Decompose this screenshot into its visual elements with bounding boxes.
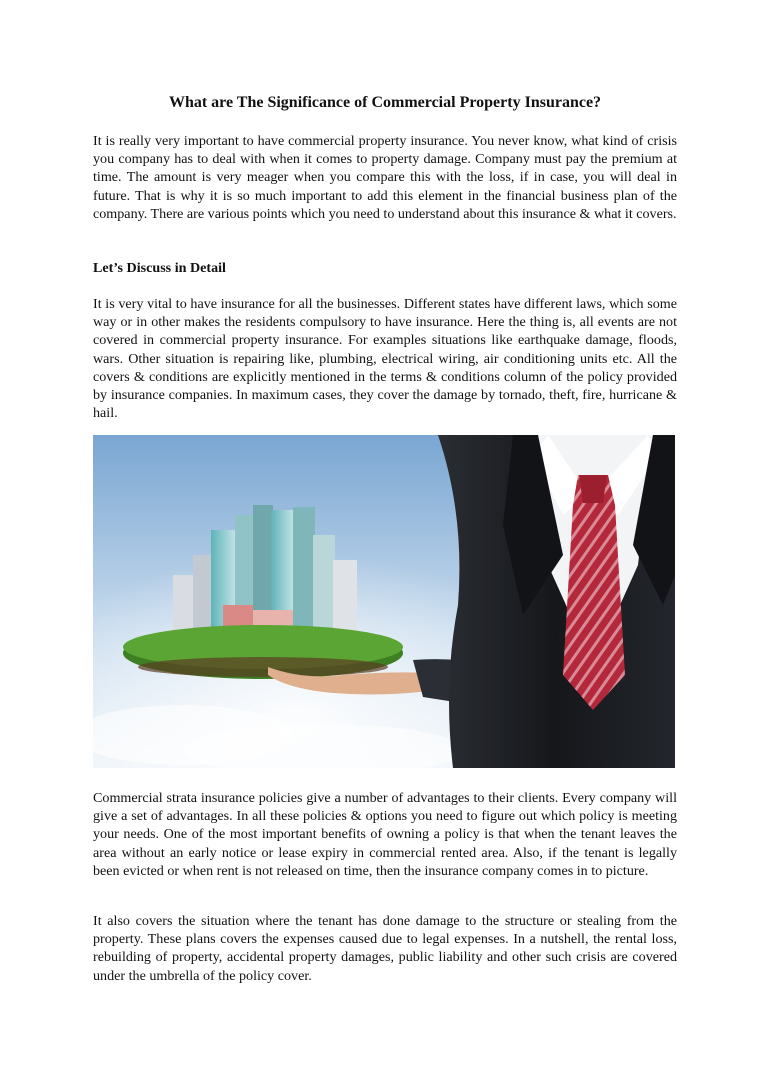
coverage-paragraph: It is very vital to have insurance for all the businesses. Different states have different laws, which some way or in other makes the residents compulsory to have insurance. Here the thing is, all events are not covered in commercial property insurance. For examples situations like earthquake damage, floods, wars. Other situation is repairing like, plumbing, electrical wiring, air conditioning units etc. All the covers & conditions are explicitly mentioned in the terms & conditions column of the policy provided by insurance companies. In maximum cases, they cover the damage by tornado, theft, fire, hurricane & hail. xyxy=(93,296,677,422)
intro-paragraph: It is really very important to have commercial property insurance. You never know, what kind of crisis you company has to deal with when it comes to property damage. Company must pay the premium at time. The amount is very meager when you compare this with the loss, if in case, you will deal in future. That is why it is so much important to add this element in the financial business plan of the company. There are various points which you need to understand about this insurance & what it covers. xyxy=(93,133,677,222)
tenant-damage-paragraph: It also covers the situation where the tenant has done damage to the structure or stealing from the property. These plans covers the expenses caused due to legal expenses. In a nutshell, the rental loss, rebuilding of property, accidental property damages, public liability and other such crisis are covered under the umbrella of the policy cover. xyxy=(93,913,677,984)
page-title: What are The Significance of Commercial Property Insurance? xyxy=(168,94,602,111)
section-heading: Let’s Discuss in Detail xyxy=(93,260,226,276)
advantages-paragraph: Commercial strata insurance policies give a number of advantages to their clients. Every company will give a set of advantages. In all these policies & options you need to figure out which policy is meeting your needs. One of the most important benefits of owning a policy is that when the tenant leaves the area without an early notice or lease expiry in commercial rented area. Also, if the tenant is legally been evicted or when rent is not released on time, then the insurance company comes in to picture. xyxy=(93,790,677,879)
businessman-holding-buildings-image xyxy=(93,435,675,768)
